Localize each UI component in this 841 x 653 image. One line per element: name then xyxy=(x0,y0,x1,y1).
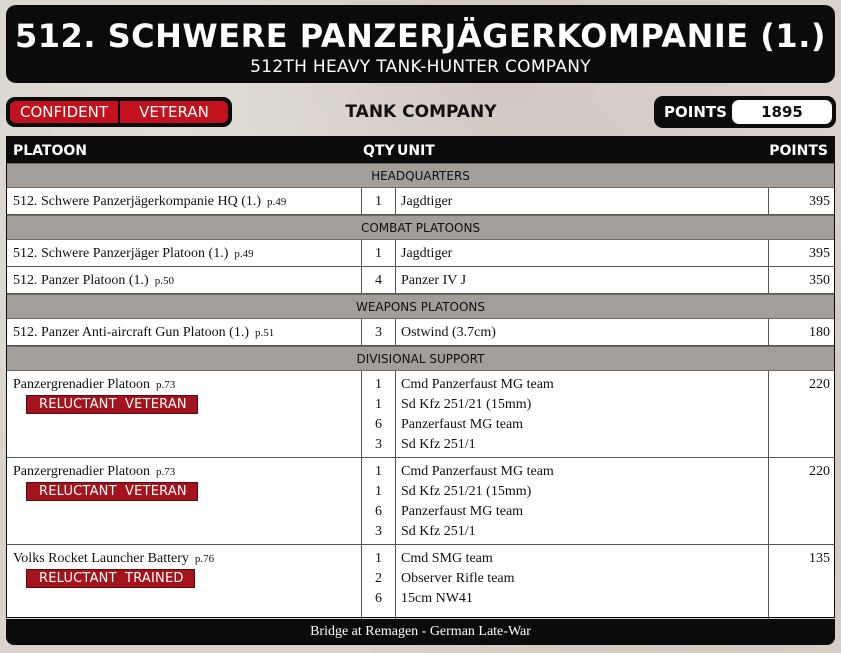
unit-name: Ostwind (3.7cm) xyxy=(401,325,496,340)
unit-name: Cmd Panzerfaust MG team xyxy=(401,377,554,392)
page-reference: p.50 xyxy=(154,275,174,287)
qty-value: 1 xyxy=(375,377,382,392)
page-reference: p.76 xyxy=(194,553,215,565)
qty-cell xyxy=(362,458,396,544)
qty-cell xyxy=(362,371,396,457)
unit-name: Observer Rifle team xyxy=(401,571,515,586)
rating-pill xyxy=(6,97,232,127)
unit-cell xyxy=(396,240,769,266)
unit-name: Cmd SMG team xyxy=(401,551,493,566)
qty-value: 1 xyxy=(375,551,382,566)
page-reference: p.51 xyxy=(255,327,275,339)
motivation-rating: CONFIDENT xyxy=(10,101,118,123)
unit-cell xyxy=(396,458,769,544)
company-type: TANK COMPANY xyxy=(345,102,497,122)
column-header-platoon: PLATOON xyxy=(13,143,87,159)
platoon-cell xyxy=(7,267,362,293)
platoon-cell xyxy=(7,240,362,266)
platoon-name: 512. Schwere Panzerjäger Platoon (1.) xyxy=(13,246,229,261)
platoon-name: Volks Rocket Launcher Battery xyxy=(13,551,189,566)
row-points: 395 xyxy=(809,246,830,261)
column-header-unit: UNIT xyxy=(397,143,435,159)
footer-bar: Bridge at Remagen - German Late-War xyxy=(6,619,835,645)
page-reference: p.73 xyxy=(155,466,176,478)
qty-value: 3 xyxy=(375,325,382,340)
section-header: WEAPONS PLATOONS xyxy=(7,294,834,319)
platoon-cell xyxy=(7,188,362,214)
platoon-rating-badge: RELUCTANT VETERAN xyxy=(26,482,198,501)
army-list-table xyxy=(6,136,835,618)
unit-name: Sd Kfz 251/21 (15mm) xyxy=(401,484,532,499)
skill-rating: VETERAN xyxy=(120,101,228,123)
qty-cell xyxy=(362,188,396,214)
qty-value: 4 xyxy=(375,273,382,288)
qty-value: 1 xyxy=(375,246,382,261)
unit-name: Panzerfaust MG team xyxy=(401,417,524,432)
unit-name: Sd Kfz 251/21 (15mm) xyxy=(401,397,532,412)
table-row xyxy=(7,319,834,346)
qty-cell xyxy=(362,319,396,345)
qty-value: 3 xyxy=(375,437,382,452)
row-points: 220 xyxy=(809,377,830,392)
platoon-name: Panzergrenadier Platoon xyxy=(13,464,150,479)
table-row xyxy=(7,371,834,458)
unit-name: Sd Kfz 251/1 xyxy=(401,437,476,452)
points-cell xyxy=(769,240,834,266)
points-label: POINTS xyxy=(664,103,727,121)
unit-cell xyxy=(396,188,769,214)
section-header: COMBAT PLATOONS xyxy=(7,215,834,240)
points-cell xyxy=(769,188,834,214)
table-row xyxy=(7,458,834,545)
unit-name: Sd Kfz 251/1 xyxy=(401,524,476,539)
qty-cell xyxy=(362,267,396,293)
row-points: 395 xyxy=(809,194,830,209)
platoon-cell xyxy=(7,458,362,544)
platoon-cell xyxy=(7,319,362,345)
unit-cell xyxy=(396,267,769,293)
qty-value: 2 xyxy=(375,571,382,586)
list-body xyxy=(7,163,834,632)
platoon-name: Panzergrenadier Platoon xyxy=(13,377,150,392)
table-row xyxy=(7,240,834,267)
points-value: 1895 xyxy=(732,100,832,124)
qty-value: 1 xyxy=(375,194,382,209)
unit-name: Jagdtiger xyxy=(401,246,453,261)
points-cell xyxy=(769,371,834,457)
unit-cell xyxy=(396,319,769,345)
platoon-cell xyxy=(7,371,362,457)
page-reference: p.49 xyxy=(267,196,287,208)
qty-value: 1 xyxy=(375,397,382,412)
section-header: HEADQUARTERS xyxy=(7,163,834,188)
unit-name: Cmd Panzerfaust MG team xyxy=(401,464,554,479)
unit-name: Jagdtiger xyxy=(401,194,453,209)
qty-value: 1 xyxy=(375,484,382,499)
qty-value: 6 xyxy=(375,417,382,432)
qty-value: 3 xyxy=(375,524,382,539)
company-subtitle: 512TH HEAVY TANK-HUNTER COMPANY xyxy=(250,57,591,77)
platoon-name: 512. Schwere Panzerjägerkompanie HQ (1.) xyxy=(13,194,262,209)
row-points: 350 xyxy=(809,273,830,288)
row-points: 135 xyxy=(809,551,830,566)
title-banner xyxy=(6,5,835,83)
unit-name: Panzer IV J xyxy=(401,273,467,288)
qty-cell xyxy=(362,240,396,266)
unit-cell xyxy=(396,371,769,457)
section-header: DIVISIONAL SUPPORT xyxy=(7,346,834,371)
table-row xyxy=(7,188,834,215)
platoon-rating-badge: RELUCTANT TRAINED xyxy=(26,569,195,588)
qty-value: 1 xyxy=(375,464,382,479)
row-points: 220 xyxy=(809,464,830,479)
platoon-rating-badge: RELUCTANT VETERAN xyxy=(26,395,198,414)
unit-name: 15cm NW41 xyxy=(401,591,473,606)
points-cell xyxy=(769,458,834,544)
points-cell xyxy=(769,267,834,293)
column-header-row xyxy=(7,137,834,163)
qty-value: 6 xyxy=(375,591,382,606)
company-title: 512. SCHWERE PANZERJÄGERKOMPANIE (1.) xyxy=(15,17,826,55)
column-header-qty: QTY xyxy=(363,143,395,159)
column-header-points: POINTS xyxy=(769,143,828,159)
table-row xyxy=(7,267,834,294)
platoon-name: 512. Panzer Anti-aircraft Gun Platoon (1.) xyxy=(13,325,249,340)
page-reference: p.49 xyxy=(234,248,254,260)
platoon-name: 512. Panzer Platoon (1.) xyxy=(13,273,149,288)
unit-name: Panzerfaust MG team xyxy=(401,504,524,519)
total-points-box xyxy=(654,96,836,128)
row-points: 180 xyxy=(809,325,830,340)
qty-value: 6 xyxy=(375,504,382,519)
points-cell xyxy=(769,319,834,345)
page-reference: p.73 xyxy=(155,379,176,391)
